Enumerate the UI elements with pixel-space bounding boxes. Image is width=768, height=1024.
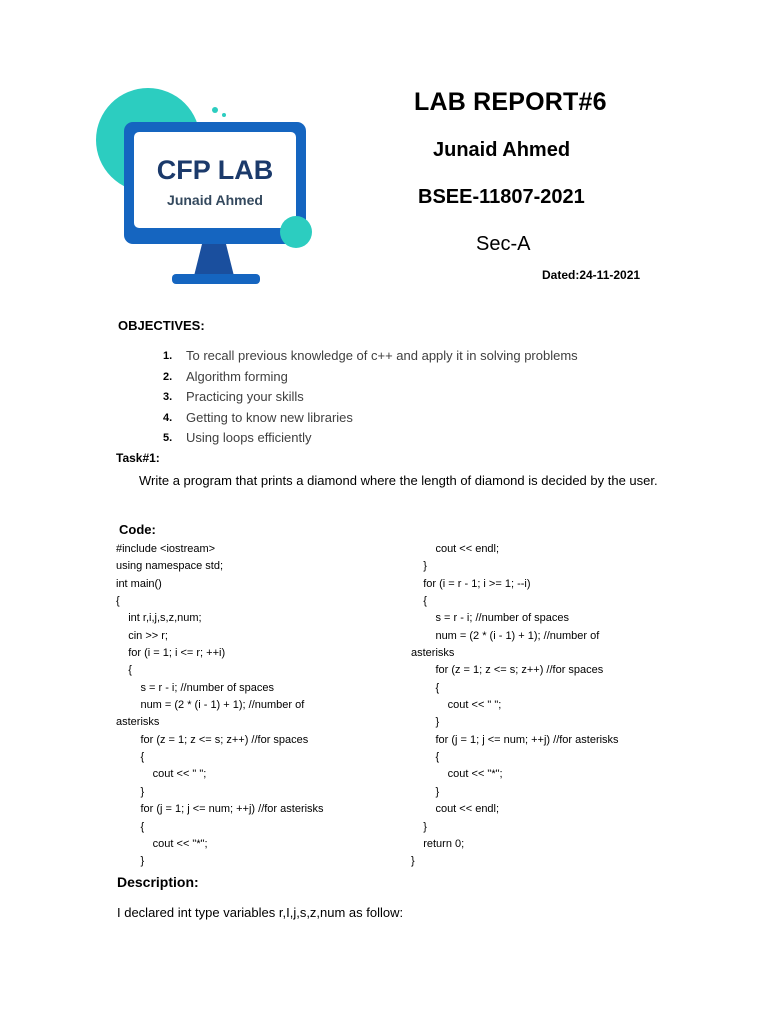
code-line: { (116, 820, 145, 833)
code-line: return 0; (411, 837, 465, 850)
objective-item: 4. Getting to know new libraries (163, 409, 353, 425)
code-line: int r,i,j,s,z,num; (116, 612, 202, 625)
code-line: { (116, 595, 120, 608)
code-line: cout << "*"; (116, 837, 208, 850)
report-title: LAB REPORT#6 (414, 88, 607, 116)
code-line: for (z = 1; z <= s; z++) //for spaces (411, 664, 604, 677)
task-heading: Task#1: (116, 451, 160, 465)
code-line: cout << " "; (116, 768, 207, 781)
teal-dot-decoration (280, 216, 312, 248)
description-text: I declared int type variables r,I,j,s,z,num as follow: (117, 905, 404, 920)
code-line: { (116, 664, 132, 677)
code-line: } (116, 855, 145, 868)
section-label: Sec-A (476, 233, 531, 255)
code-line: num = (2 * (i - 1) + 1); //number of (116, 699, 305, 712)
code-line: } (411, 785, 440, 798)
objective-item: 3. Practicing your skills (163, 389, 304, 405)
monitor-stand (194, 244, 234, 276)
report-date: Dated:24-11-2021 (542, 268, 641, 282)
code-line: { (411, 595, 427, 608)
code-line: } (411, 560, 427, 573)
description-heading: Description: (117, 874, 199, 890)
code-line: using namespace std; (116, 560, 224, 573)
monitor-base (172, 274, 260, 284)
code-line: for (j = 1; j <= num; ++j) //for asterisks (116, 803, 324, 816)
code-line: { (411, 681, 440, 694)
author-name: Junaid Ahmed (433, 139, 571, 161)
code-line: for (j = 1; j <= num; ++j) //for asterisks (411, 733, 619, 746)
code-line: { (116, 751, 145, 764)
objectives-heading: OBJECTIVES: (118, 318, 205, 333)
cfp-lab-logo (90, 88, 330, 293)
registration-number: BSEE-11807-2021 (418, 186, 585, 208)
logo-subtitle: Junaid Ahmed (167, 192, 263, 208)
code-line: { (411, 751, 440, 764)
logo-title: CFP LAB (156, 155, 274, 185)
code-line: for (i = r - 1; i >= 1; --i) (411, 577, 531, 590)
code-line: cout << "*"; (411, 768, 503, 781)
code-line: s = r - i; //number of spaces (411, 612, 570, 625)
code-line: for (z = 1; z <= s; z++) //for spaces (116, 733, 309, 746)
code-line: asterisks (411, 647, 455, 660)
code-column-left (116, 541, 324, 871)
objective-item: 1. To recall previous knowledge of c++ and apply it in solving problems (163, 348, 578, 363)
objective-item: 5. Using loops efficiently (163, 430, 312, 446)
code-heading: Code: (119, 522, 156, 537)
objectives-list (163, 348, 578, 451)
code-line: } (411, 855, 415, 868)
objective-item: 2. Algorithm forming (163, 368, 288, 384)
code-line: int main() (116, 577, 162, 590)
code-line: for (i = 1; i <= r; ++i) (116, 647, 226, 660)
code-line: } (411, 820, 427, 833)
code-line: cout << " "; (411, 699, 502, 712)
code-line: cin >> r; (116, 629, 168, 642)
code-column-right (411, 541, 619, 871)
code-line: s = r - i; //number of spaces (116, 681, 275, 694)
code-line: cout << endl; (411, 803, 500, 816)
monitor-icon (90, 88, 330, 293)
code-line: } (116, 785, 145, 798)
code-line: cout << endl; (411, 543, 500, 555)
task-description: Write a program that prints a diamond where the length of diamond is decided by the user. (139, 473, 658, 488)
code-line: num = (2 * (i - 1) + 1); //number of (411, 629, 600, 642)
code-line: } (411, 716, 440, 729)
code-line: asterisks (116, 716, 160, 729)
code-line: #include <iostream> (116, 543, 216, 555)
